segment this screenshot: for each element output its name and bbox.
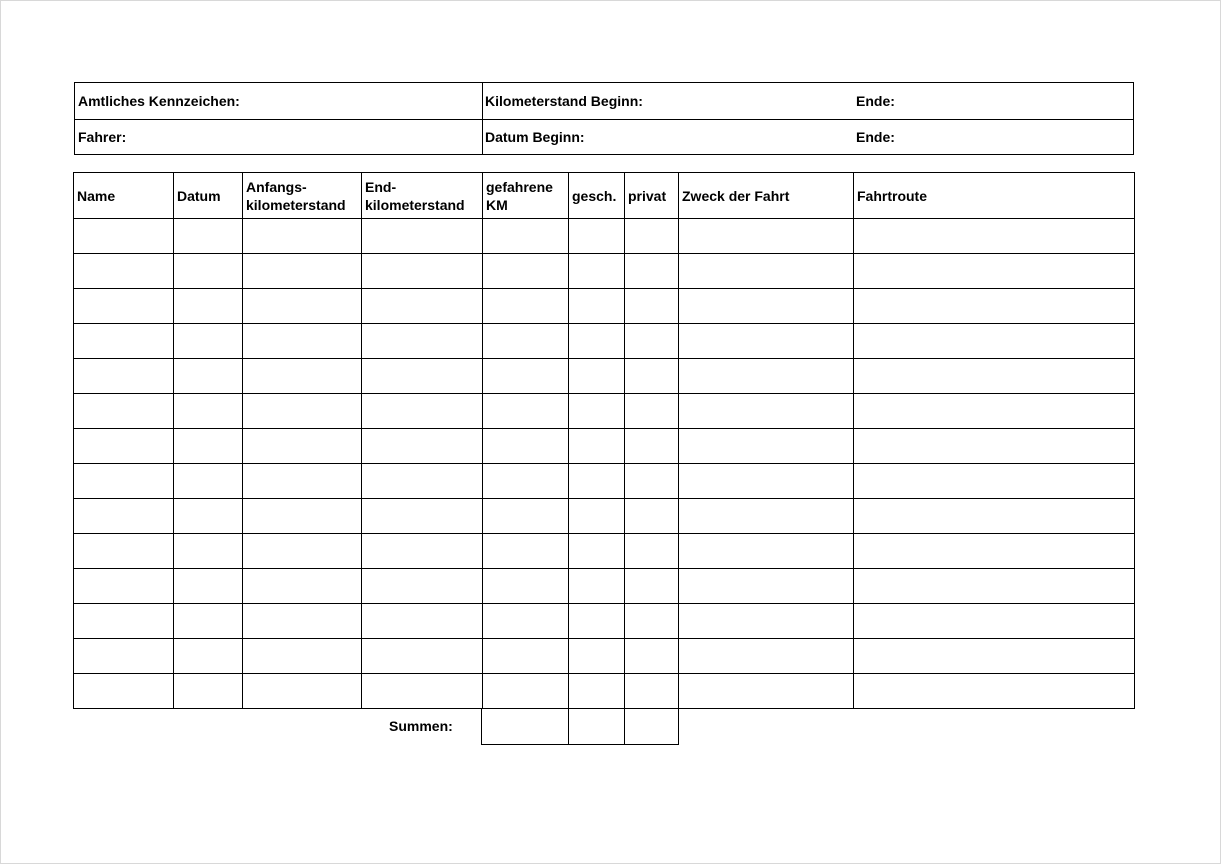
table-row [74, 464, 1135, 499]
table-cell-name[interactable] [74, 324, 174, 359]
table-cell-gesch[interactable] [569, 464, 625, 499]
column-header-line: Datum [177, 187, 221, 204]
table-cell-privat[interactable] [625, 464, 679, 499]
column-header-line: gefahrene [486, 178, 553, 195]
table-cell-end[interactable] [362, 394, 483, 429]
column-header-line: Anfangs- [246, 178, 307, 195]
table-cell-zweck[interactable] [679, 359, 854, 394]
trip-log-table [73, 172, 1135, 709]
table-cell-privat[interactable] [625, 219, 679, 254]
table-cell-route[interactable] [854, 534, 1135, 569]
table-cell-route[interactable] [854, 464, 1135, 499]
table-cell-end[interactable] [362, 289, 483, 324]
table-cell-anfang[interactable] [243, 674, 362, 709]
table-cell-anfang[interactable] [243, 604, 362, 639]
column-header-datum [174, 173, 243, 219]
header-divider [482, 83, 483, 154]
table-cell-gesch[interactable] [569, 674, 625, 709]
table-cell-name[interactable] [74, 359, 174, 394]
km-end-field[interactable]: Ende: [856, 93, 895, 109]
column-header-zweck [679, 173, 854, 219]
table-cell-route[interactable] [854, 359, 1135, 394]
header-row-driver [75, 119, 1133, 155]
table-cell-anfang[interactable] [243, 359, 362, 394]
table-cell-zweck[interactable] [679, 464, 854, 499]
table-cell-route[interactable] [854, 394, 1135, 429]
table-cell-end[interactable] [362, 604, 483, 639]
table-cell-name[interactable] [74, 674, 174, 709]
column-header-name [74, 173, 174, 219]
table-cell-gesch[interactable] [569, 394, 625, 429]
column-header-privat [625, 173, 679, 219]
table-cell-gesch[interactable] [569, 254, 625, 289]
column-header-gesch [569, 173, 625, 219]
table-row [74, 604, 1135, 639]
table-cell-anfang[interactable] [243, 639, 362, 674]
table-cell-name[interactable] [74, 604, 174, 639]
table-cell-name[interactable] [74, 464, 174, 499]
table-cell-route[interactable] [854, 324, 1135, 359]
table-cell-zweck[interactable] [679, 604, 854, 639]
table-cell-datum[interactable] [174, 254, 243, 289]
table-cell-zweck[interactable] [679, 254, 854, 289]
table-cell-anfang[interactable] [243, 254, 362, 289]
table-cell-name[interactable] [74, 429, 174, 464]
table-cell-name[interactable] [74, 254, 174, 289]
table-cell-datum[interactable] [174, 324, 243, 359]
table-cell-datum[interactable] [174, 604, 243, 639]
table-cell-km[interactable] [483, 534, 569, 569]
header-form [74, 82, 1134, 155]
table-cell-privat[interactable] [625, 324, 679, 359]
table-cell-route[interactable] [854, 429, 1135, 464]
totals-cell-km[interactable] [482, 709, 569, 745]
column-header-line: Name [77, 187, 116, 204]
table-cell-privat[interactable] [625, 604, 679, 639]
table-cell-datum[interactable] [174, 569, 243, 604]
table-cell-datum[interactable] [174, 534, 243, 569]
column-header-line: kilometerstand [246, 196, 346, 213]
table-row [74, 674, 1135, 709]
table-cell-km[interactable] [483, 639, 569, 674]
table-cell-anfang[interactable] [243, 499, 362, 534]
table-cell-zweck[interactable] [679, 394, 854, 429]
table-cell-privat[interactable] [625, 639, 679, 674]
table-cell-anfang[interactable] [243, 289, 362, 324]
driver-field[interactable]: Fahrer: [78, 129, 127, 145]
table-cell-zweck[interactable] [679, 674, 854, 709]
table-cell-datum[interactable] [174, 499, 243, 534]
totals-cells [481, 708, 679, 745]
table-cell-km[interactable] [483, 674, 569, 709]
table-cell-datum[interactable] [174, 219, 243, 254]
table-cell-route[interactable] [854, 254, 1135, 289]
table-cell-km[interactable] [483, 324, 569, 359]
table-cell-name[interactable] [74, 289, 174, 324]
column-header-anfang [243, 173, 362, 219]
table-cell-end[interactable] [362, 429, 483, 464]
table-cell-name[interactable] [74, 639, 174, 674]
table-cell-zweck[interactable] [679, 289, 854, 324]
table-cell-end[interactable] [362, 324, 483, 359]
table-cell-datum[interactable] [174, 429, 243, 464]
date-start-field[interactable]: Datum Beginn: [485, 129, 585, 145]
column-header-line: Zweck der Fahrt [682, 187, 790, 204]
table-cell-end[interactable] [362, 464, 483, 499]
table-cell-km[interactable] [483, 569, 569, 604]
table-cell-route[interactable] [854, 289, 1135, 324]
table-row [74, 394, 1135, 429]
table-cell-datum[interactable] [174, 674, 243, 709]
table-row [74, 254, 1135, 289]
table-cell-gesch[interactable] [569, 639, 625, 674]
table-cell-route[interactable] [854, 604, 1135, 639]
table-cell-km[interactable] [483, 394, 569, 429]
table-cell-privat[interactable] [625, 289, 679, 324]
table-cell-datum[interactable] [174, 289, 243, 324]
table-cell-gesch[interactable] [569, 499, 625, 534]
table-cell-zweck[interactable] [679, 499, 854, 534]
table-cell-datum[interactable] [174, 359, 243, 394]
column-header-line: gesch. [572, 187, 617, 204]
table-cell-name[interactable] [74, 569, 174, 604]
totals-cell-gesch[interactable] [569, 709, 625, 745]
table-cell-gesch[interactable] [569, 289, 625, 324]
table-cell-zweck[interactable] [679, 219, 854, 254]
table-cell-name[interactable] [74, 219, 174, 254]
table-cell-end[interactable] [362, 639, 483, 674]
table-row [74, 289, 1135, 324]
totals-label: Summen: [389, 718, 453, 734]
table-cell-km[interactable] [483, 604, 569, 639]
table-cell-anfang[interactable] [243, 219, 362, 254]
table-cell-anfang[interactable] [243, 534, 362, 569]
table-cell-km[interactable] [483, 289, 569, 324]
column-header-line: privat [628, 187, 667, 204]
table-row [74, 569, 1135, 604]
table-row [74, 324, 1135, 359]
table-cell-route[interactable] [854, 219, 1135, 254]
table-row [74, 359, 1135, 394]
table-cell-name[interactable] [74, 499, 174, 534]
totals-cell-privat[interactable] [625, 709, 679, 745]
table-row [74, 639, 1135, 674]
table-cell-zweck[interactable] [679, 324, 854, 359]
table-cell-km[interactable] [483, 464, 569, 499]
table-cell-km[interactable] [483, 254, 569, 289]
table-cell-anfang[interactable] [243, 324, 362, 359]
table-cell-gesch[interactable] [569, 219, 625, 254]
table-cell-zweck[interactable] [679, 569, 854, 604]
column-header-line: kilometerstand [365, 196, 465, 213]
table-cell-privat[interactable] [625, 254, 679, 289]
table-cell-datum[interactable] [174, 394, 243, 429]
table-cell-end[interactable] [362, 359, 483, 394]
table-row [74, 499, 1135, 534]
table-cell-gesch[interactable] [569, 534, 625, 569]
table-cell-km[interactable] [483, 499, 569, 534]
table-cell-anfang[interactable] [243, 464, 362, 499]
table-cell-anfang[interactable] [243, 394, 362, 429]
table-cell-gesch[interactable] [569, 429, 625, 464]
table-cell-datum[interactable] [174, 464, 243, 499]
table-cell-end[interactable] [362, 254, 483, 289]
table-row [74, 429, 1135, 464]
table-cell-privat[interactable] [625, 534, 679, 569]
column-header-km [483, 173, 569, 219]
table-header-row [74, 173, 1135, 219]
table-cell-zweck[interactable] [679, 639, 854, 674]
totals-row [482, 709, 679, 745]
table-cell-route[interactable] [854, 499, 1135, 534]
table-cell-gesch[interactable] [569, 604, 625, 639]
table-cell-gesch[interactable] [569, 569, 625, 604]
table-cell-privat[interactable] [625, 499, 679, 534]
table-cell-zweck[interactable] [679, 534, 854, 569]
table-row [74, 219, 1135, 254]
table-cell-privat[interactable] [625, 394, 679, 429]
table-row [74, 534, 1135, 569]
column-header-end [362, 173, 483, 219]
column-header-line: Fahrtroute [857, 187, 927, 204]
table-cell-datum[interactable] [174, 639, 243, 674]
table-cell-route[interactable] [854, 569, 1135, 604]
table-cell-end[interactable] [362, 534, 483, 569]
km-start-field[interactable]: Kilometerstand Beginn: [485, 93, 643, 109]
table-cell-gesch[interactable] [569, 359, 625, 394]
date-end-field[interactable]: Ende: [856, 129, 895, 145]
table-cell-km[interactable] [483, 219, 569, 254]
table-cell-route[interactable] [854, 639, 1135, 674]
column-header-route [854, 173, 1135, 219]
table-cell-zweck[interactable] [679, 429, 854, 464]
license-plate-field[interactable]: Amtliches Kennzeichen: [78, 93, 240, 109]
table-cell-privat[interactable] [625, 674, 679, 709]
table-cell-anfang[interactable] [243, 569, 362, 604]
table-cell-privat[interactable] [625, 569, 679, 604]
table-cell-end[interactable] [362, 569, 483, 604]
table-cell-privat[interactable] [625, 429, 679, 464]
column-header-line: KM [486, 196, 508, 213]
column-header-line: End- [365, 178, 397, 195]
header-row-vehicle [75, 83, 1133, 120]
table-cell-end[interactable] [362, 499, 483, 534]
table-cell-end[interactable] [362, 674, 483, 709]
table-cell-route[interactable] [854, 674, 1135, 709]
table-cell-km[interactable] [483, 429, 569, 464]
table-cell-privat[interactable] [625, 359, 679, 394]
table-body [74, 219, 1135, 709]
table-cell-gesch[interactable] [569, 324, 625, 359]
table-cell-km[interactable] [483, 359, 569, 394]
table-cell-name[interactable] [74, 394, 174, 429]
table-cell-name[interactable] [74, 534, 174, 569]
table-cell-end[interactable] [362, 219, 483, 254]
table-cell-anfang[interactable] [243, 429, 362, 464]
